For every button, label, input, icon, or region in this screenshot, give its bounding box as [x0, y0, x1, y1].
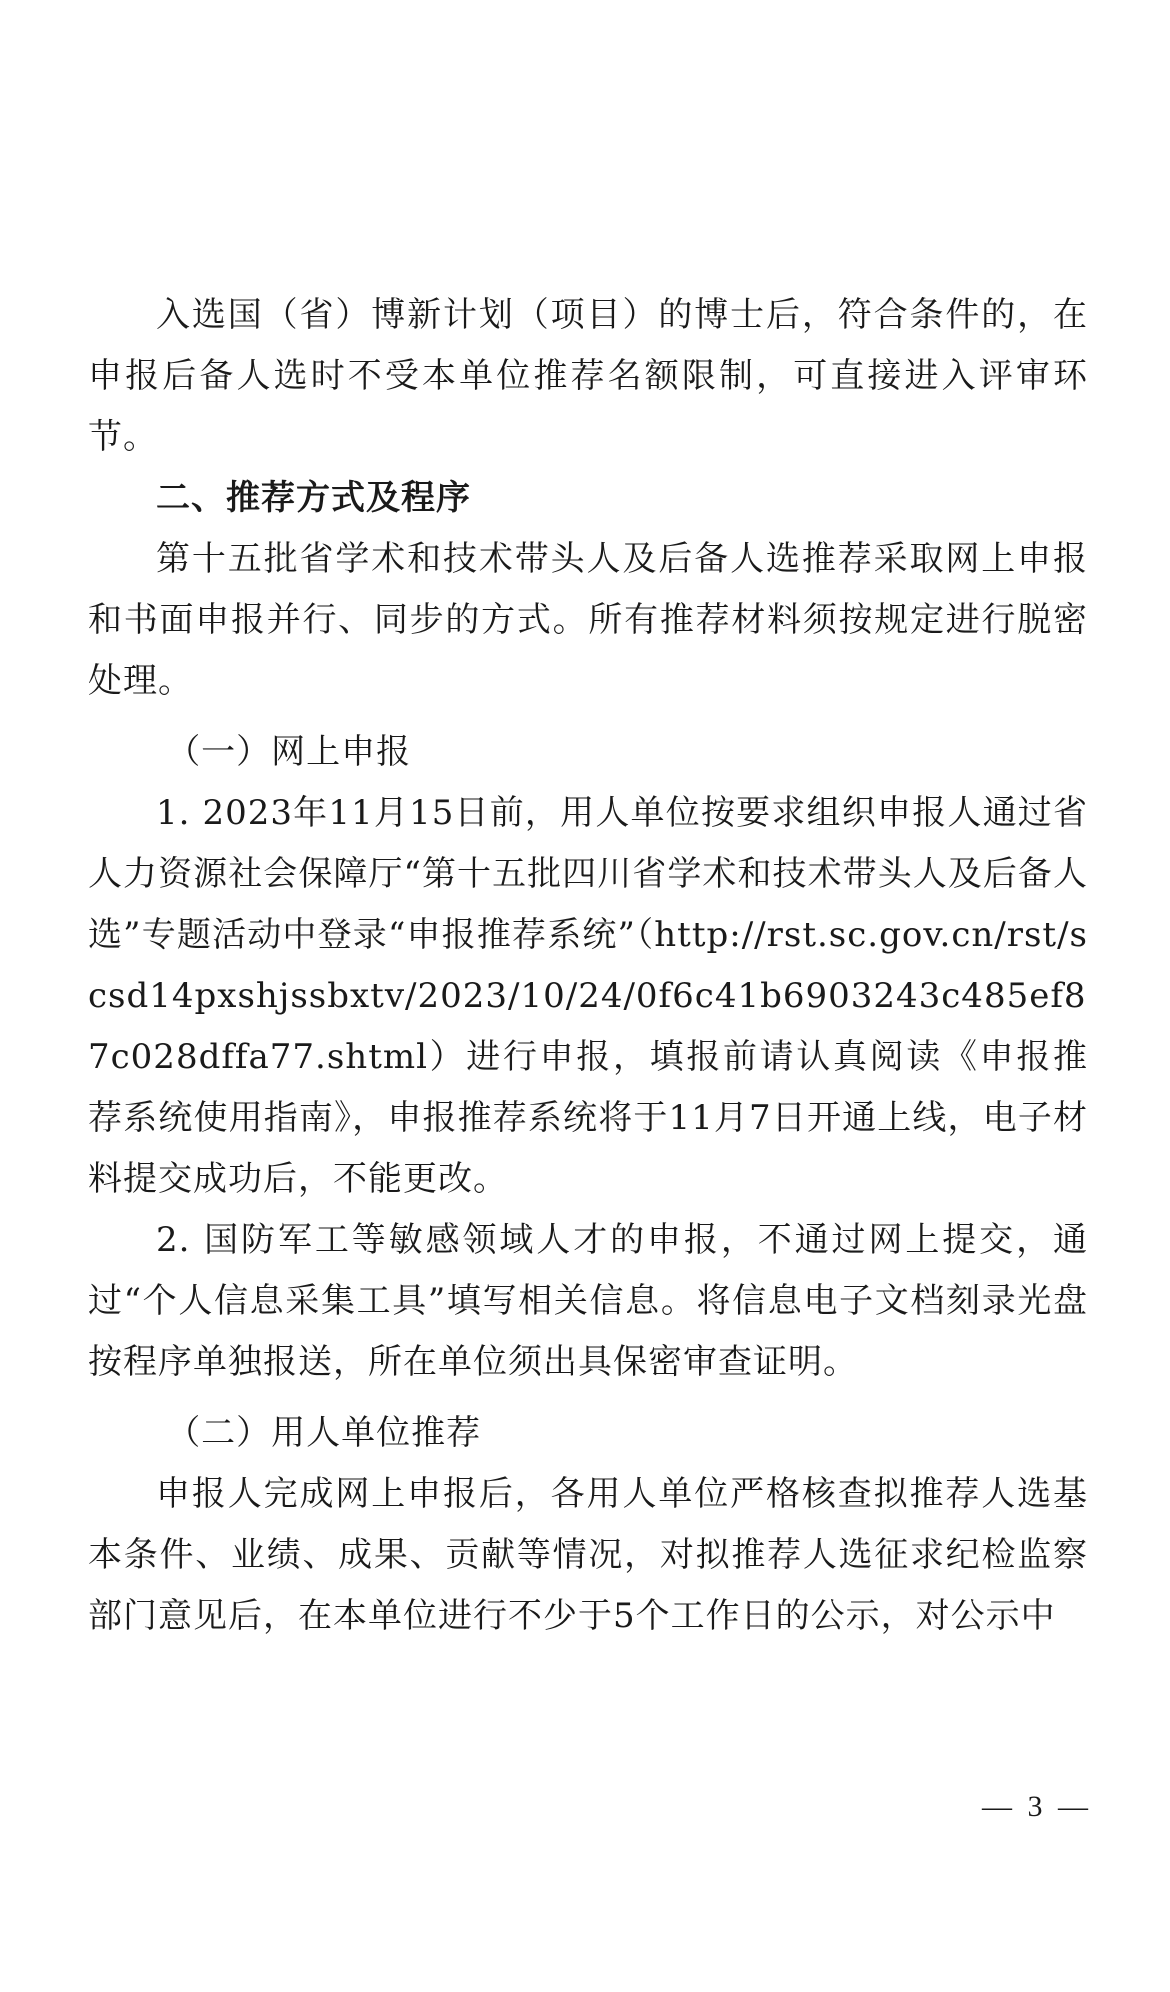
page-number: — 3 — [982, 1790, 1092, 1823]
paragraph-online-step-1: 1. 2023年11月15日前，用人单位按要求组织申报人通过省人力资源社会保障厅“第十五批四川省学术和技术带头人及后备人选”专题活动中登录“申报推荐系统”（http://rst.sc.gov.cn/rst/scsd14pxshjssbxtv/2023/10/24/0f6c41b6903243c485ef87c028dffa77.shtml）进行申报，填报前请认真阅读《申报推荐系统使用指南》，申报推荐系统将于11月7日开通上线，电子材料提交成功后，不能更改。 [88, 793, 1088, 1199]
paragraph-recommendation-method: 第十五批省学术和技术带头人及后备人选推荐采取网上申报和书面申报并行、同步的方式。所有推荐材料须按规定进行脱密处理。 [88, 539, 1088, 701]
document-body [88, 285, 1088, 1647]
subheading-employer-recommendation: （二）用人单位推荐 [166, 1413, 482, 1453]
paragraph-eligibility: 入选国（省）博新计划（项目）的博士后，符合条件的，在申报后备人选时不受本单位推荐名额限制，可直接进入评审环节。 [88, 295, 1088, 457]
paragraph-online-step-2: 2. 国防军工等敏感领域人才的申报，不通过网上提交，通过“个人信息采集工具”填写相关信息。将信息电子文档刻录光盘按程序单独报送，所在单位须出具保密审查证明。 [88, 1220, 1088, 1382]
section-heading-recommendation: 二、推荐方式及程序 [156, 478, 471, 518]
subheading-online-application: （一）网上申报 [166, 732, 412, 772]
paragraph-employer-review: 申报人完成网上申报后，各用人单位严格核查拟推荐人选基本条件、业绩、成果、贡献等情况，对拟推荐人选征求纪检监察部门意见后，在本单位进行不少于5个工作日的公示，对公示中 [88, 1474, 1088, 1636]
